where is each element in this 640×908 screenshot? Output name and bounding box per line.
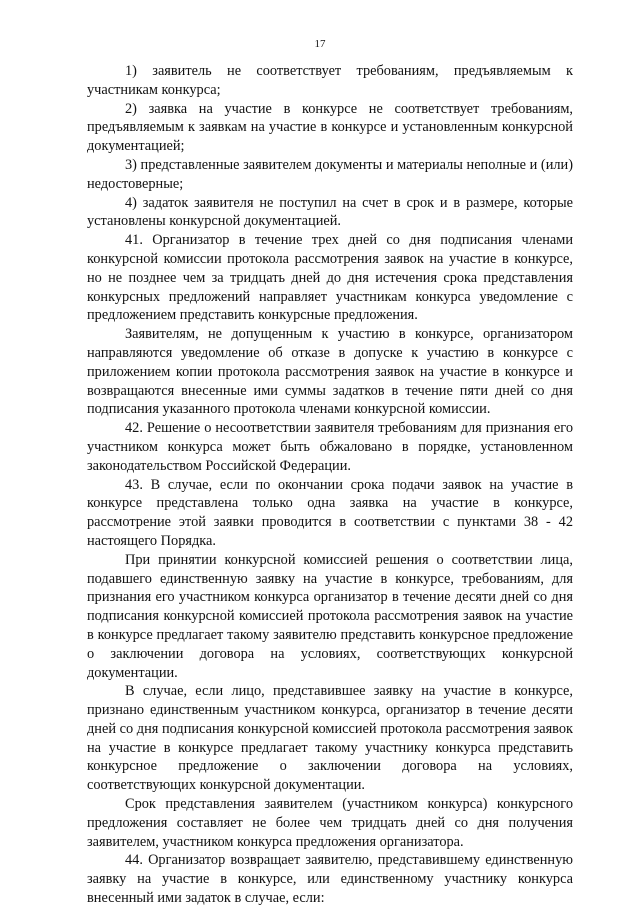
paragraph-rejected-applicants: Заявителям, не допущенным к участию в конкурсе, организатором направляются уведомление об отказе в допуске к участию в конкурсе с приложением копии протокола рассмотрения заявок на участие в конкурсе и возвращаются внесенные ими суммы задатков в течение пяти дней со дня подписания указанного протокола членами конкурсной комиссии. — [87, 326, 573, 418]
paragraph-item-4: 4) задаток заявителя не поступил на счет в срок и в размере, которые установлены конкурсной документацией. — [87, 194, 573, 230]
paragraph-single-participant: В случае, если лицо, представившее заявку на участие в конкурсе, признано единственным участником конкурса, организатор в течение десяти дней со дня подписания конкурсной комиссией протокола рассмотрения заявок на участие в конкурсе предлагает такому участнику конкурса представить конкурсное предложение о заключении договора на условиях, соответствующих конкурсной документации. — [87, 683, 573, 794]
document-body — [87, 62, 573, 908]
paragraph-clause-42: 42. Решение о несоответствии заявителя требованиям для признания его участником конкурса может быть обжаловано в порядке, установленном законодательством Российской Федерации. — [87, 420, 573, 474]
paragraph-item-2: 2) заявка на участие в конкурсе не соответствует требованиям, предъявляемым к заявкам на участие в конкурсе и установленным конкурсной документацией; — [87, 100, 573, 155]
paragraph-item-3: 3) представленные заявителем документы и материалы неполные и (или) недостоверные; — [87, 156, 573, 192]
paragraph-single-application: При принятии конкурсной комиссией решения о соответствии лица, подавшего единственную заявку на участие в конкурсе, требованиям, для признания его участником конкурса организатор в течение десяти дней со дня подписания конкурсной комиссией протокола рассмотрения заявок на участие в конкурсе предлагает такому заявителю представить конкурсное предложение о заключении договора на условиях, соответствующих конкурсной документации. — [87, 551, 573, 681]
paragraph-clause-43: 43. В случае, если по окончании срока подачи заявок на участие в конкурсе представлена только одна заявка на участие в конкурсе, рассмотрение этой заявки проводится в соответствии с пунктами 38 - 42 настоящего Порядка. — [87, 476, 573, 549]
paragraph-submission-deadline: Срок представления заявителем (участником конкурса) конкурсного предложения составляет не более чем тридцать дней со дня получения заявителем, участником конкурса предложения организатора. — [87, 796, 573, 850]
paragraph-clause-44: 44. Организатор возвращает заявителю, представившему единственную заявку на участие в конкурсе, или единственному участнику конкурса внесенный ими задаток в случае, если: — [87, 852, 573, 907]
paragraph-clause-41: 41. Организатор в течение трех дней со дня подписания членами конкурсной комиссии протокола рассмотрения заявок на участие в конкурсе, но не позднее чем за тридцать дней до дня истечения срока представления конкурсных предложений направляет участникам конкурса уведомление с предложением представить конкурсные предложения. — [87, 232, 573, 324]
paragraph-item-1: 1) заявитель не соответствует требованиям, предъявляемым к участникам конкурса; — [87, 63, 573, 98]
page-number: 17 — [314, 38, 326, 50]
